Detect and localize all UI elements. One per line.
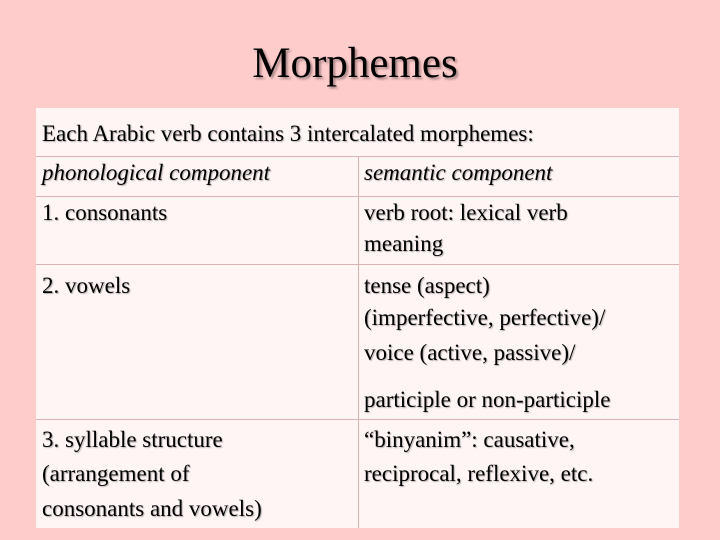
row3-right-line1: “binyanim”: causative, [364, 427, 575, 452]
column-divider [358, 156, 359, 528]
header-phonological: phonological component [42, 160, 271, 185]
row1-right-line2: meaning [364, 231, 444, 256]
morpheme-table [36, 108, 679, 528]
row3-left-line3: consonants and vowels) [42, 496, 262, 521]
table-intro: Each Arabic verb contains 3 intercalated morphemes: [42, 121, 534, 146]
row2-right-line4b: participle or non-participle [364, 387, 611, 412]
row3-left-line2: (arrangement of [42, 461, 190, 486]
row2-right-line2: (imperfective, perfective)/ [364, 305, 606, 330]
slide-title: Morphemes [252, 40, 458, 87]
row3-left-line1: 3. syllable structure [42, 427, 223, 452]
row2-right-line1: tense (aspect) [364, 273, 490, 298]
row1-right-line1: verb root: lexical verb [364, 200, 568, 225]
row3-right-line2: reciprocal, reflexive, etc. [364, 461, 594, 486]
row2-left: 2. vowels [42, 273, 131, 298]
row2-right-line3: voice (active, passive)/ [364, 340, 576, 365]
row1-left: 1. consonants [42, 200, 168, 225]
header-semantic: semantic component [364, 160, 553, 185]
